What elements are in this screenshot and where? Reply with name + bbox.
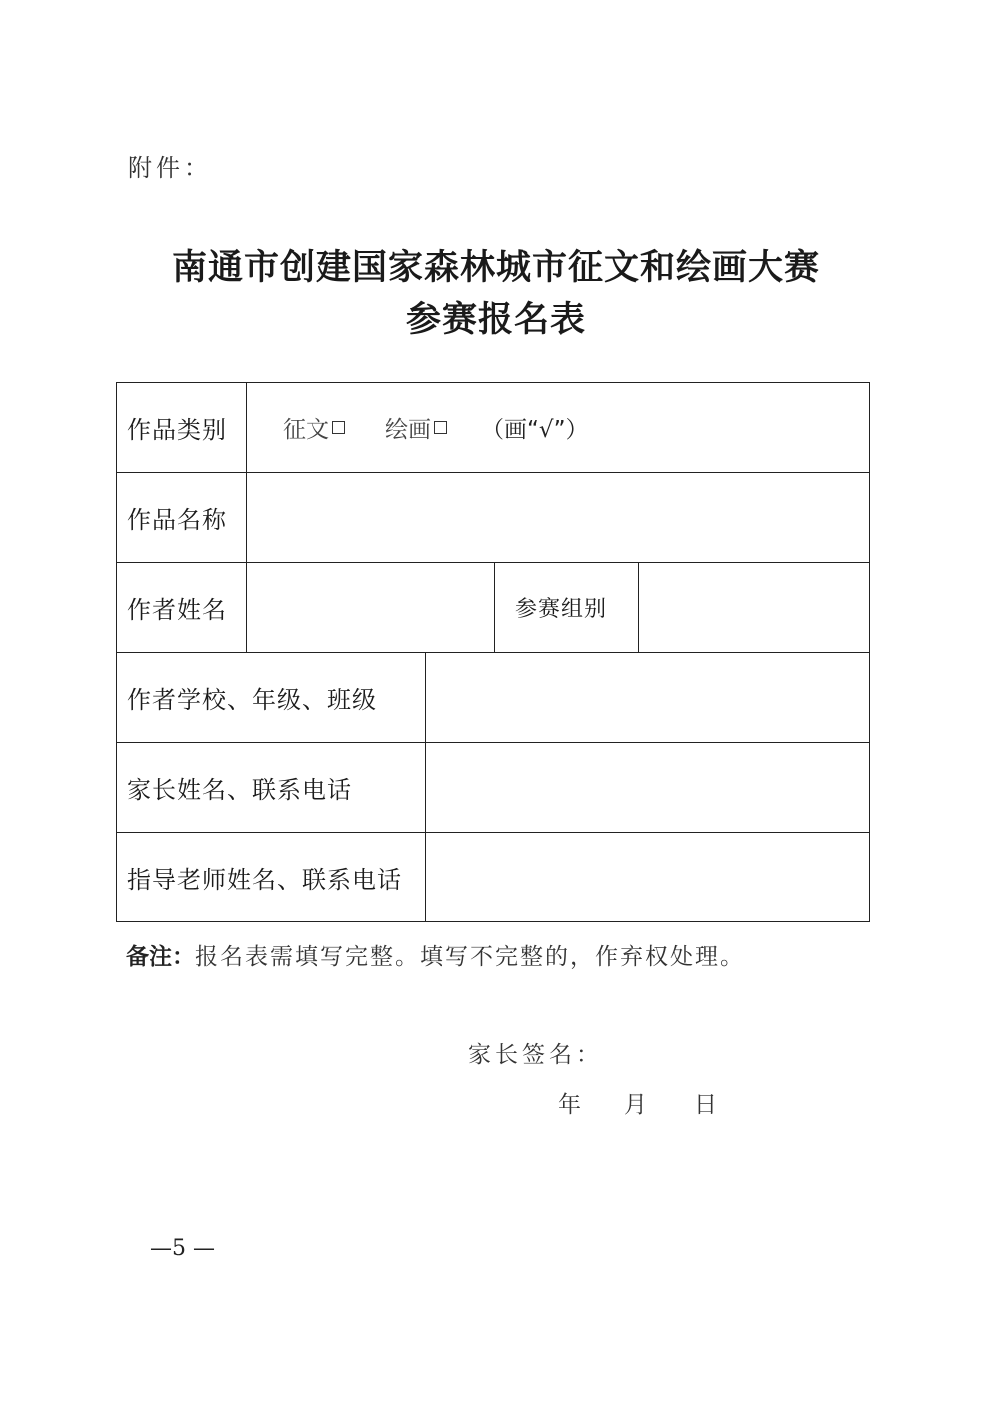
row-teacher: [117, 833, 869, 921]
option-hint: （画“√”）: [481, 417, 589, 443]
school-field[interactable]: [426, 653, 869, 742]
option-painting-label: 绘画: [385, 417, 431, 443]
school-label: 作者学校、年级、班级: [117, 653, 426, 742]
row-school: [117, 653, 869, 743]
registration-form-table: [116, 382, 870, 922]
work-name-field[interactable]: [247, 473, 869, 562]
author-name-label: 作者姓名: [117, 563, 247, 652]
date-month-label: 月: [624, 1092, 647, 1118]
option-essay-label: 征文: [283, 417, 329, 443]
work-name-label: 作品名称: [117, 473, 247, 562]
option-essay-checkbox[interactable]: [332, 421, 345, 434]
remark-text: 报名表需填写完整。填写不完整的，作弃权处理。: [195, 944, 745, 970]
teacher-field[interactable]: [426, 833, 869, 921]
group-label: 参赛组别: [495, 563, 639, 652]
author-name-field[interactable]: [247, 563, 495, 652]
date-day-label: 日: [694, 1092, 717, 1118]
remark: [126, 938, 745, 971]
parent-signature-label: 家长签名：: [468, 1042, 603, 1068]
category-options: [247, 383, 869, 472]
attachment-label: 附件：: [128, 154, 212, 182]
category-label: 作品类别: [117, 383, 247, 472]
remark-prefix: 备注：: [126, 944, 195, 970]
group-field[interactable]: [639, 563, 869, 652]
row-work-name: [117, 473, 869, 563]
document-title-line2: 参赛报名表: [405, 299, 586, 340]
teacher-label: 指导老师姓名、联系电话: [117, 833, 426, 921]
parent-field[interactable]: [426, 743, 869, 832]
parent-label: 家长姓名、联系电话: [117, 743, 426, 832]
date-year-label: 年: [558, 1092, 581, 1118]
row-author: [117, 563, 869, 653]
page-number: —5 —: [150, 1236, 215, 1261]
row-category: [117, 383, 869, 473]
document-title-line1: 南通市创建国家森林城市征文和绘画大赛: [171, 247, 820, 288]
option-painting-checkbox[interactable]: [434, 421, 447, 434]
row-parent: [117, 743, 869, 833]
